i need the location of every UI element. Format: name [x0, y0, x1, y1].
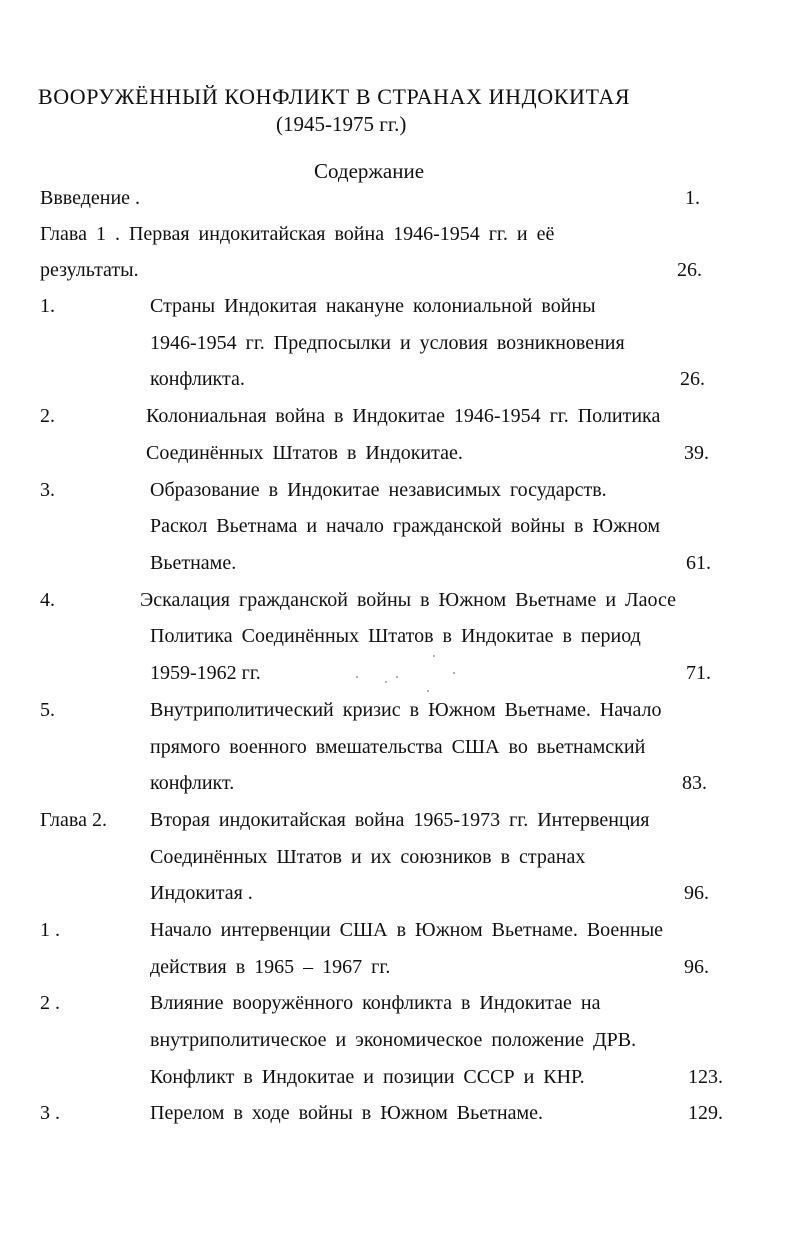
toc-item-number: 5.: [40, 699, 55, 721]
toc-item-line: Начало интервенции США в Южном Вьетнаме. Военные: [150, 919, 664, 941]
toc-item-line: Раскол Вьетнама и начало гражданской войны в Южном: [150, 515, 661, 537]
toc-intro-page: 1.: [685, 187, 700, 209]
toc-item-number: 2.: [40, 405, 55, 427]
toc-item-line: Политика Соединённых Штатов в Индокитае в период: [150, 625, 641, 647]
toc-item-line: Страны Индокитая накануне колониальной войны: [150, 295, 596, 317]
scan-speck: [356, 676, 358, 678]
toc-item-page: 96.: [684, 956, 709, 978]
toc-item-page: 61.: [686, 552, 711, 574]
toc-chapter1-title: Глава 1 . Первая индокитайская война 1946-1954 гг. и её: [40, 223, 555, 245]
toc-item-line: Перелом в ходе войны в Южном Вьетнаме.: [150, 1102, 543, 1124]
toc-item-number: 2 .: [40, 992, 60, 1014]
scan-speck: [427, 690, 429, 692]
document-years: (1945-1975 гг.): [276, 112, 407, 136]
toc-item-line: Внутриполитический кризис в Южном Вьетнаме. Начало: [150, 699, 662, 721]
scan-speck: [396, 676, 398, 678]
toc-item-page: 123.: [688, 1066, 723, 1088]
toc-item-line: действия в 1965 – 1967 гг.: [150, 956, 391, 978]
toc-item-line: Конфликт в Индокитае и позиции СССР и КНР.: [150, 1066, 585, 1088]
toc-item-line: Образование в Индокитае независимых государств.: [150, 479, 607, 501]
toc-item-page: 39.: [684, 442, 709, 464]
toc-item-number: 3.: [40, 479, 55, 501]
toc-chapter1-page: 26.: [677, 259, 702, 281]
toc-item-line: Колониальная война в Индокитае 1946-1954 гг. Политика: [146, 405, 661, 427]
toc-chapter1-title-cont: результаты.: [40, 259, 139, 281]
toc-item-line: конфликт.: [150, 772, 235, 794]
toc-chapter2-title-cont: Соединённых Штатов и их союзников в странах: [150, 846, 586, 868]
toc-item-line: 1959-1962 гг.: [150, 662, 261, 684]
toc-chapter2-title: Вторая индокитайская война 1965-1973 гг. Интервенция: [150, 809, 650, 831]
scan-speck: [453, 672, 455, 674]
document-title: ВООРУЖЁННЫЙ КОНФЛИКТ В СТРАНАХ ИНДОКИТАЯ: [38, 84, 631, 109]
scan-speck: [433, 655, 435, 657]
toc-item-number: 1 .: [40, 919, 60, 941]
scan-speck: [385, 681, 387, 683]
toc-chapter2-title-cont: Индокитая .: [150, 882, 253, 904]
toc-item-line: Вьетнаме.: [150, 552, 237, 574]
contents-heading: Содержание: [314, 159, 425, 183]
toc-item-line: Эскалация гражданской войны в Южном Вьетнаме и Лаосе: [140, 589, 676, 611]
toc-chapter2-number: Глава 2.: [40, 809, 107, 831]
toc-item-number: 3 .: [40, 1102, 60, 1124]
toc-item-number: 4.: [40, 589, 55, 611]
toc-item-page: 26.: [680, 368, 705, 390]
toc-item-page: 129.: [688, 1102, 723, 1124]
toc-item-page: 83.: [682, 772, 707, 794]
toc-item-line: внутриполитическое и экономическое положение ДРВ.: [150, 1029, 637, 1051]
toc-intro-label: Ввведение .: [40, 187, 141, 209]
toc-item-line: конфликта.: [150, 368, 245, 390]
toc-item-line: 1946-1954 гг. Предпосылки и условия возникновения: [150, 332, 625, 354]
toc-item-line: Соединённых Штатов в Индокитае.: [146, 442, 463, 464]
toc-chapter2-page: 96.: [684, 882, 709, 904]
toc-item-page: 71.: [686, 662, 711, 684]
toc-item-number: 1.: [40, 295, 55, 317]
toc-item-line: прямого военного вмешательства США во вьетнамский: [150, 736, 646, 758]
toc-item-line: Влияние вооружённого конфликта в Индокитае на: [150, 992, 601, 1014]
